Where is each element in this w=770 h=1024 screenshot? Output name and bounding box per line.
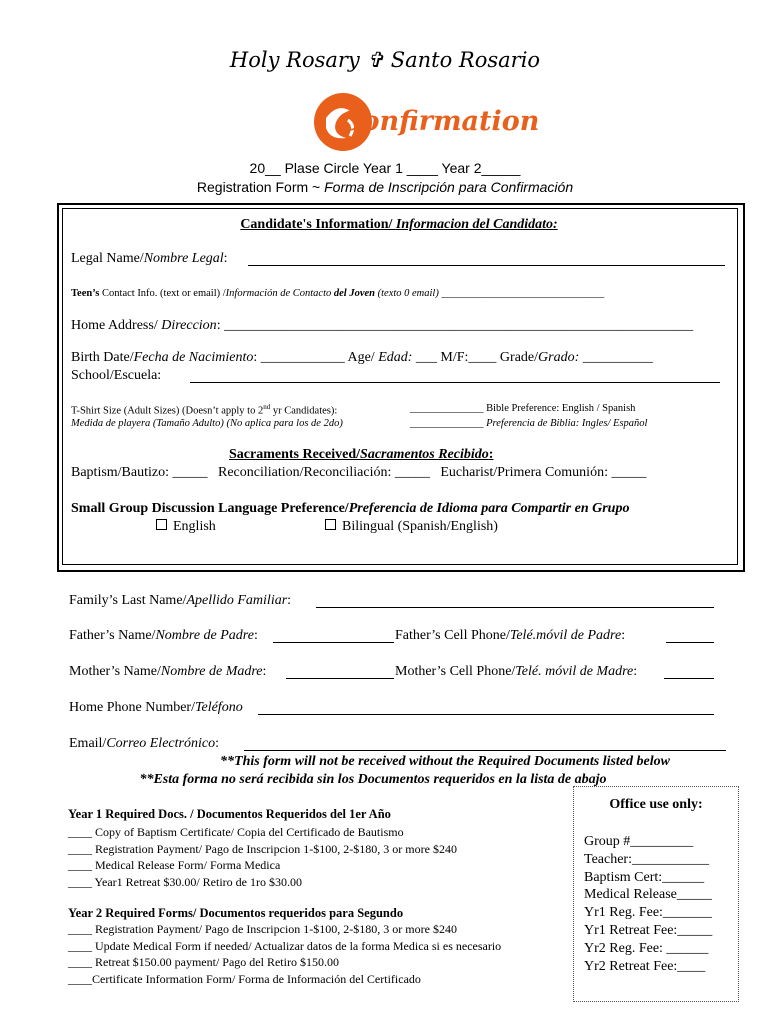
mother-name-label: Mother’s Name/ — [69, 664, 161, 679]
mother-name-field[interactable] — [286, 665, 394, 679]
form-title — [0, 179, 770, 195]
email-field[interactable] — [244, 737, 726, 751]
option-english-label: English — [173, 519, 216, 534]
father-cell-field[interactable] — [666, 629, 714, 643]
form-title-en: Registration Form ~ — [196, 179, 325, 195]
family-last-name-row: Family’s Last Name/Apellido Familiar: — [69, 593, 292, 608]
tshirt-bible-field[interactable]: ______________ Bible Preference: English / Spanish — [410, 403, 636, 414]
candidate-heading-en: Candidate's Information/ — [240, 217, 396, 232]
school-field[interactable] — [190, 369, 720, 383]
option-bilingual-label: Bilingual (Spanish/English) — [342, 519, 498, 534]
email-label: Email/ — [69, 736, 107, 751]
candidate-heading — [0, 217, 770, 233]
father-cell-label-es: Telé.móvil de Padre — [509, 628, 622, 643]
legal-name-row: Legal Name/Nombre Legal: — [71, 251, 228, 266]
year1-item[interactable]: ____ Medical Release Form/ Forma Medica — [68, 858, 281, 872]
teen-contact-label-bold: Teen’s — [71, 288, 100, 299]
candidate-heading-es: Informacion del Candidato: — [395, 217, 558, 232]
age-label-es: Edad: — [378, 350, 413, 365]
bilingual-checkbox[interactable] — [325, 519, 336, 530]
language-heading-es: Preferencia de Idioma para Compartir en Grupo — [348, 501, 630, 516]
sacraments-heading-es: Sacramentos Recibido — [360, 447, 489, 462]
english-checkbox[interactable] — [156, 519, 167, 530]
email-label-es: Correo Electrónico — [106, 736, 216, 751]
confirmation-logo — [312, 92, 540, 152]
language-heading-en: Small Group Discussion Language Preference/ — [71, 501, 349, 516]
office-list — [584, 833, 712, 975]
notice-line-1: **This form will not be received without the Required Documents listed below — [220, 754, 670, 769]
home-address-label: Home Address/ — [71, 318, 162, 333]
legal-name-label: Legal Name/ — [71, 251, 144, 266]
father-name-label: Father’s Name/ — [69, 628, 156, 643]
school-label: School/Escuela: — [71, 368, 162, 383]
grade-label-es: Grado: — [538, 350, 580, 365]
teen-contact-field[interactable]: (texto 0 email) _______________________________ — [375, 288, 605, 299]
year1-item[interactable]: ____ Registration Payment/ Pago de Inscripcion 1-$100, 2-$180, 3 or more $240 — [68, 841, 457, 856]
birth-date-label: Birth Date/ — [71, 350, 134, 365]
mother-name-row: Mother’s Name/Nombre de Madre: — [69, 664, 267, 679]
tshirt-row — [71, 403, 337, 417]
home-phone-field[interactable] — [258, 701, 714, 715]
father-name-row: Father’s Name/Nombre de Padre: — [69, 628, 258, 643]
email-row: Email/Correo Electrónico: — [69, 736, 219, 751]
birth-date-label-es: Fecha de Nacimiento — [133, 350, 254, 365]
option-english[interactable] — [156, 519, 216, 535]
option-bilingual[interactable] — [325, 519, 498, 535]
family-last-name-label-es: Apellido Familiar — [186, 593, 288, 608]
year2-item[interactable]: ____ Retreat $150.00 payment/ Pago del Retiro $150.00 — [68, 955, 339, 969]
year-line: 20__ Plase Circle Year 1 ____ Year 2_____ — [249, 160, 521, 176]
father-name-label-es: Nombre de Padre — [155, 628, 254, 643]
office-item[interactable]: Yr1 Retreat Fee:_____ — [584, 922, 713, 938]
father-cell-row: Father’s Cell Phone/Telé.móvil de Padre: — [395, 628, 626, 643]
notice-line-2: **Esta forma no será recibida sin los Documentos requeridos en la lista de abajo — [139, 772, 607, 787]
year2-item[interactable]: ____ Update Medical Form if needed/ Actualizar datos de la forma Medica si es necesario — [68, 938, 502, 953]
home-address-label-es: Direccion — [161, 318, 217, 333]
father-cell-label: Father’s Cell Phone/ — [395, 628, 510, 643]
teen-contact-row — [71, 288, 604, 299]
year2-item[interactable]: ____Certificate Information Form/ Forma de Información del Certificado — [68, 971, 421, 986]
age-field[interactable]: ___ M/F:____ Grade/ — [412, 350, 539, 365]
year1-item[interactable]: ____ Copy of Baptism Certificate/ Copia del Certificado de Bautismo — [68, 825, 404, 839]
mother-cell-row: Mother’s Cell Phone/Telé. móvil de Madre: — [395, 664, 638, 679]
father-name-field[interactable] — [273, 629, 394, 643]
legal-name-label-es: Nombre Legal — [143, 251, 224, 266]
mother-cell-label-es: Telé. móvil de Madre — [515, 664, 634, 679]
sacraments-heading: Sacraments Received/Sacramentos Recibido: — [229, 447, 494, 462]
birth-date-row[interactable] — [71, 350, 653, 366]
page-title: Holy Rosary ✞ Santo Rosario — [229, 48, 541, 72]
office-item[interactable]: Yr2 Reg. Fee: ______ — [584, 940, 709, 956]
language-heading — [71, 501, 629, 517]
mother-cell-label: Mother’s Cell Phone/ — [395, 664, 516, 679]
home-phone-row — [69, 700, 243, 716]
sacraments-heading-en: Sacraments Received/ — [229, 447, 361, 462]
tshirt-label: T-Shirt Size (Adult Sizes) (Doesn’t apply to 2 — [71, 405, 264, 417]
teen-contact-label-es-bold: del Joven — [333, 288, 375, 299]
office-heading: Office use only: — [609, 797, 703, 812]
office-item[interactable]: Teacher:___________ — [584, 851, 709, 867]
office-item[interactable]: Yr2 Retreat Fee:____ — [584, 958, 706, 974]
tshirt-label-end: yr Candidates): — [270, 405, 338, 417]
grade-field[interactable]: __________ — [579, 350, 653, 365]
legal-name-field[interactable] — [248, 252, 725, 266]
tshirt-label-es: Medida de playera (Tamaño Adulto) (No aplica para los de 2do) — [71, 418, 343, 429]
year1-item[interactable]: ____ Year1 Retreat $30.00/ Retiro de 1ro $30.00 — [68, 874, 302, 889]
year2-list — [68, 921, 501, 987]
office-item[interactable]: Medical Release_____ — [584, 887, 712, 903]
office-item[interactable]: Baptism Cert:______ — [584, 869, 705, 885]
office-item[interactable]: Group #_________ — [584, 834, 694, 849]
year2-heading: Year 2 Required Forms/ Documentos requeridos para Segundo — [68, 906, 404, 920]
home-phone-label-es: Teléfono — [194, 700, 243, 715]
family-last-name-field[interactable] — [316, 594, 714, 608]
confirmation-logo-text: Confirmation — [340, 106, 540, 137]
bible-field-es[interactable]: ______________ Preferencia de Biblia: Ingles/ Español — [410, 418, 648, 429]
form-title-es: Forma de Inscripción para Confirmación — [324, 179, 574, 195]
teen-contact-label: Contact Info. (text or email) / — [99, 288, 226, 299]
home-phone-label: Home Phone Number/ — [69, 700, 195, 715]
family-last-name-label: Family’s Last Name/ — [69, 593, 187, 608]
year1-list — [68, 824, 457, 890]
mother-name-label-es: Nombre de Madre — [160, 664, 263, 679]
mother-cell-field[interactable] — [664, 665, 714, 679]
year1-heading: Year 1 Required Docs. / Documentos Requeridos del 1er Año — [68, 807, 391, 821]
year2-item[interactable]: ____ Registration Payment/ Pago de Inscripcion 1-$100, 2-$180, 3 or more $240 — [68, 922, 457, 936]
home-address-field[interactable]: : ___________________________________________________________________ — [216, 318, 694, 333]
teen-contact-label-es: Información de Contacto — [225, 288, 334, 299]
office-item[interactable]: Yr1 Reg. Fee:_______ — [584, 905, 712, 921]
tshirt-sup: nd — [263, 403, 271, 411]
home-address-row[interactable] — [71, 318, 693, 334]
birth-date-field[interactable]: : ____________ Age/ — [253, 350, 379, 365]
sacraments-row[interactable]: Baptism/Bautizo: _____ Reconciliation/Reconciliación: _____ Eucharist/Primera Comunión: _____ — [71, 465, 647, 480]
